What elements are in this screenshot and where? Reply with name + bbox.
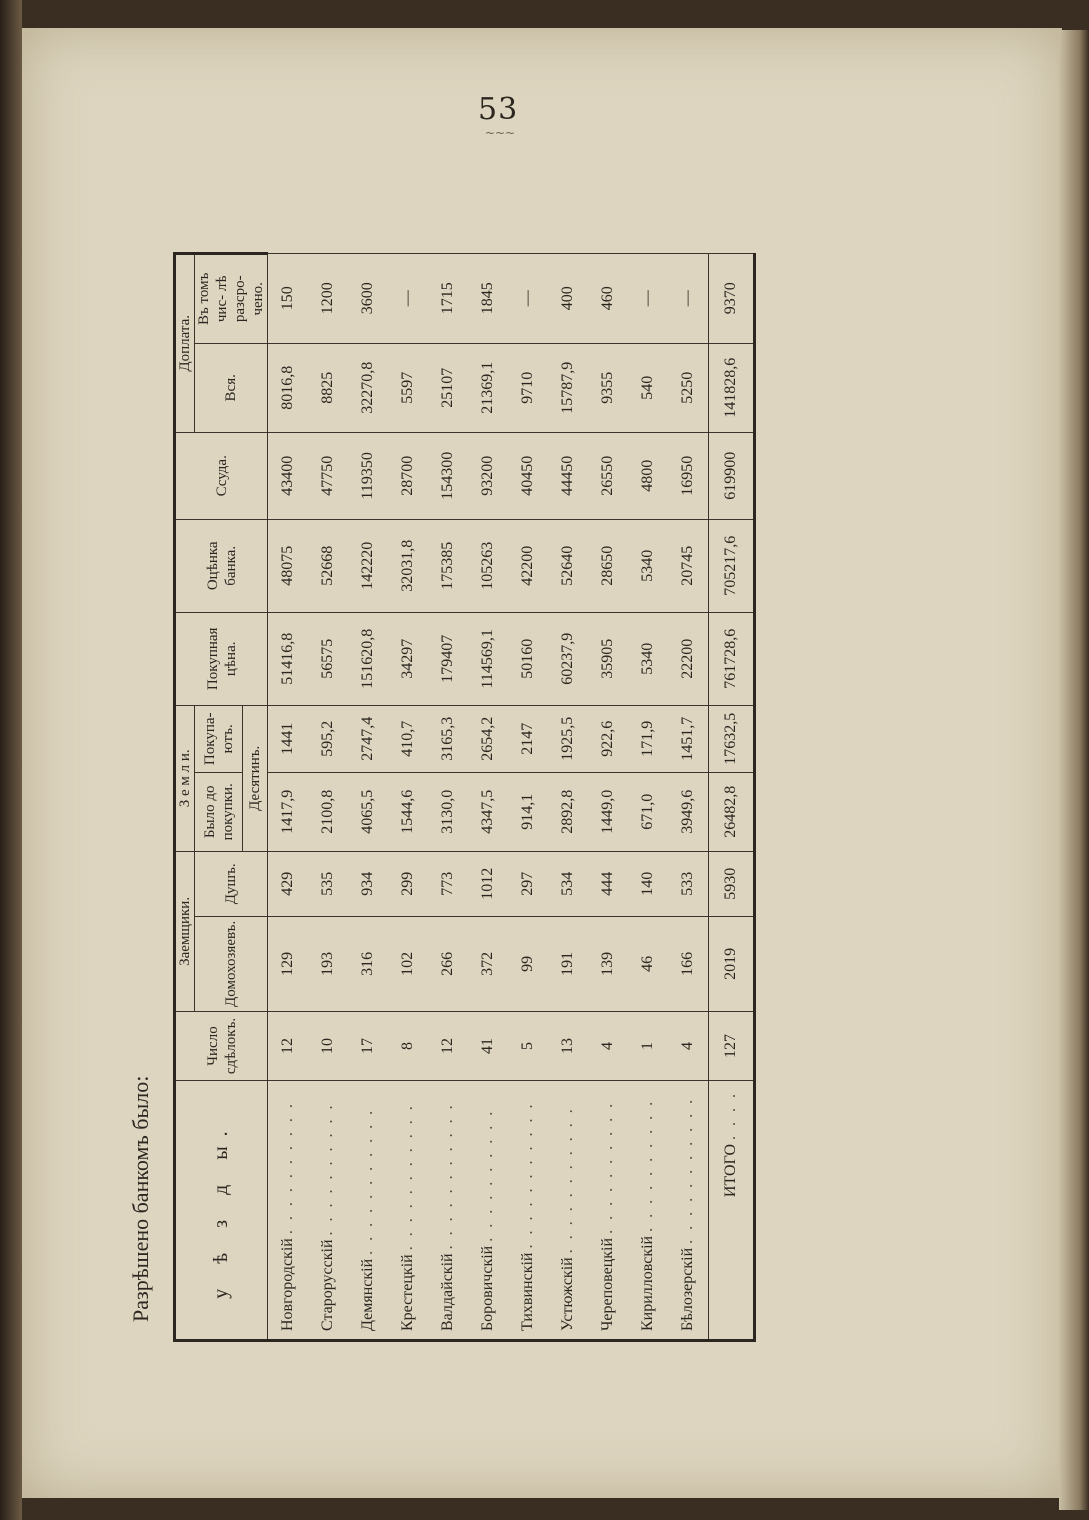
cell-dush: 140 — [628, 851, 668, 916]
header-dush: Душъ. — [195, 851, 268, 916]
cell-vsya: 5597 — [388, 343, 428, 432]
header-uezdy: у ѣ з д ы. — [175, 1081, 268, 1341]
cell-cena: 114569,1 — [468, 612, 508, 705]
cell-cena: 22200 — [668, 612, 709, 705]
ornament-swash: ~~~ — [484, 126, 516, 140]
cell-ssuda: 16950 — [668, 432, 709, 519]
cell-rassr: — — [628, 253, 668, 343]
cell-ssuda: 47750 — [308, 432, 348, 519]
header-otsenka-banka: Оцѣнка банка. — [175, 519, 268, 612]
total-ocenka: 705217,6 — [709, 519, 755, 612]
cell-sdelki: 12 — [268, 1012, 309, 1081]
total-dush: 5930 — [709, 851, 755, 916]
cell-ocenka: 42200 — [508, 519, 548, 612]
row-name: Тихвинскій . . . . . . . . . . . — [508, 1081, 548, 1341]
total-vsya: 141828,6 — [709, 343, 755, 432]
cell-rassr: — — [508, 253, 548, 343]
cell-sdelki: 12 — [428, 1012, 468, 1081]
cell-cena: 179407 — [428, 612, 468, 705]
total-pok: 17632,5 — [709, 705, 755, 772]
cell-dush: 1012 — [468, 851, 508, 916]
cell-dom: 129 — [268, 916, 309, 1011]
cell-pok: 1441 — [268, 705, 309, 772]
cell-sdelki: 41 — [468, 1012, 508, 1081]
cell-bylo: 671,0 — [628, 772, 668, 851]
cell-dom: 372 — [468, 916, 508, 1011]
cell-vsya: 15787,9 — [548, 343, 588, 432]
cell-dom: 191 — [548, 916, 588, 1011]
cell-sdelki: 8 — [388, 1012, 428, 1081]
statistics-table — [173, 252, 756, 1342]
table-row — [428, 253, 468, 1340]
cell-ocenka: 52640 — [548, 519, 588, 612]
cell-vsya: 9355 — [588, 343, 628, 432]
cell-bylo: 914,1 — [508, 772, 548, 851]
cell-rassr: 3600 — [348, 253, 388, 343]
header-pokupnaya-tsena: Покупная цѣна. — [175, 612, 268, 705]
rotated-table-block — [128, 152, 918, 1331]
header-ssuda: Ссуда. — [175, 432, 268, 519]
cell-pok: 922,6 — [588, 705, 628, 772]
table-row — [548, 253, 588, 1340]
cell-pok: 2747,4 — [348, 705, 388, 772]
cell-ssuda: 40450 — [508, 432, 548, 519]
cell-rassr: 1845 — [468, 253, 508, 343]
cell-bylo: 1417,9 — [268, 772, 309, 851]
cell-ocenka: 5340 — [628, 519, 668, 612]
cell-pok: 3165,3 — [428, 705, 468, 772]
total-rassr: 9370 — [709, 253, 755, 343]
cell-vsya: 32270,8 — [348, 343, 388, 432]
total-cena: 761728,6 — [709, 612, 755, 705]
cell-dush: 297 — [508, 851, 548, 916]
total-dom: 2019 — [709, 916, 755, 1011]
cell-dom: 46 — [628, 916, 668, 1011]
header-bylo-do-pokupki: Было до покупки. — [195, 772, 243, 851]
cell-dom: 316 — [348, 916, 388, 1011]
cell-dush: 773 — [428, 851, 468, 916]
row-name: Череповецкій . . . . . . . . . . — [588, 1081, 628, 1341]
cell-ocenka: 48075 — [268, 519, 309, 612]
cell-vsya: 21369,1 — [468, 343, 508, 432]
cell-rassr: 150 — [268, 253, 309, 343]
table-row — [588, 253, 628, 1340]
header-chislo-sdelok: Число сдѣлокъ. — [175, 1012, 268, 1081]
cell-ocenka: 142220 — [348, 519, 388, 612]
cell-ssuda: 154300 — [428, 432, 468, 519]
cell-sdelki: 4 — [588, 1012, 628, 1081]
cell-sdelki: 13 — [548, 1012, 588, 1081]
table-row — [388, 253, 428, 1340]
cell-dom: 166 — [668, 916, 709, 1011]
cell-ocenka: 52668 — [308, 519, 348, 612]
cell-dush: 934 — [348, 851, 388, 916]
table-row — [668, 253, 709, 1340]
cell-pok: 410,7 — [388, 705, 428, 772]
cell-pok: 595,2 — [308, 705, 348, 772]
cell-rassr: 400 — [548, 253, 588, 343]
cell-dom: 99 — [508, 916, 548, 1011]
row-name: Новгородскій . . . . . . . . . . — [268, 1081, 309, 1341]
cell-ssuda: 26550 — [588, 432, 628, 519]
cell-dush: 299 — [388, 851, 428, 916]
cell-ssuda: 119350 — [348, 432, 388, 519]
total-sdelki: 127 — [709, 1012, 755, 1081]
cell-sdelki: 17 — [348, 1012, 388, 1081]
header-zemli: З е м л и. — [175, 705, 195, 851]
row-name: Кирилловскій . . . . . . . . . . — [628, 1081, 668, 1341]
page-left-edge — [0, 0, 22, 1520]
cell-bylo: 2100,8 — [308, 772, 348, 851]
cell-cena: 50160 — [508, 612, 548, 705]
cell-pok: 1451,7 — [668, 705, 709, 772]
cell-ssuda: 44450 — [548, 432, 588, 519]
cell-vsya: 8825 — [308, 343, 348, 432]
cell-dush: 429 — [268, 851, 309, 916]
cell-ssuda: 28700 — [388, 432, 428, 519]
cell-bylo: 4347,5 — [468, 772, 508, 851]
header-pokupayut: Покупа- ютъ. — [195, 705, 243, 772]
row-name: Старорусскій . . . . . . . . . . — [308, 1081, 348, 1341]
row-name: Бѣлозерскій . . . . . . . . . . . — [668, 1081, 709, 1341]
cell-rassr: 1715 — [428, 253, 468, 343]
cell-ssuda: 43400 — [268, 432, 309, 519]
cell-dush: 444 — [588, 851, 628, 916]
cell-pok: 2147 — [508, 705, 548, 772]
cell-cena: 34297 — [388, 612, 428, 705]
cell-cena: 35905 — [588, 612, 628, 705]
row-name: Валдайскій . . . . . . . . . . . — [428, 1081, 468, 1341]
row-name: Демянскій . . . . . . . . . . . — [348, 1081, 388, 1341]
row-name: Крестецкій . . . . . . . . . . . — [388, 1081, 428, 1341]
cell-vsya: 25107 — [428, 343, 468, 432]
table-row — [508, 253, 548, 1340]
cell-pok: 1925,5 — [548, 705, 588, 772]
cell-ssuda: 93200 — [468, 432, 508, 519]
cell-vsya: 9710 — [508, 343, 548, 432]
cell-ocenka: 28650 — [588, 519, 628, 612]
row-name: Боровичскій . . . . . . . . . . — [468, 1081, 508, 1341]
table-row — [348, 253, 388, 1340]
cell-cena: 151620,8 — [348, 612, 388, 705]
cell-ocenka: 20745 — [668, 519, 709, 612]
cell-sdelki: 4 — [668, 1012, 709, 1081]
cell-bylo: 3130,0 — [428, 772, 468, 851]
cell-sdelki: 5 — [508, 1012, 548, 1081]
cell-bylo: 2892,8 — [548, 772, 588, 851]
table-row — [268, 253, 309, 1340]
cell-bylo: 3949,6 — [668, 772, 709, 851]
cell-cena: 5340 — [628, 612, 668, 705]
cell-dom: 139 — [588, 916, 628, 1011]
cell-ssuda: 4800 — [628, 432, 668, 519]
table-row — [628, 253, 668, 1340]
cell-dom: 193 — [308, 916, 348, 1011]
cell-rassr: — — [388, 253, 428, 343]
total-row — [709, 253, 755, 1340]
page-number: 53 — [478, 92, 519, 127]
cell-dom: 102 — [388, 916, 428, 1011]
header-doplata: Доплата. — [175, 253, 195, 432]
cell-dom: 266 — [428, 916, 468, 1011]
header-vsya: Вся. — [195, 343, 268, 432]
cell-sdelki: 10 — [308, 1012, 348, 1081]
cell-ocenka: 105263 — [468, 519, 508, 612]
cell-vsya: 540 — [628, 343, 668, 432]
cell-cena: 51416,8 — [268, 612, 309, 705]
table-row — [468, 253, 508, 1340]
cell-pok: 2654,2 — [468, 705, 508, 772]
cell-bylo: 1544,6 — [388, 772, 428, 851]
table-row — [308, 253, 348, 1340]
cell-vsya: 5250 — [668, 343, 709, 432]
table-caption: Разрѣшено банкомъ было: — [128, 1075, 153, 1322]
cell-dush: 534 — [548, 851, 588, 916]
cell-rassr: — — [668, 253, 709, 343]
total-bylo: 26482,8 — [709, 772, 755, 851]
cell-cena: 56575 — [308, 612, 348, 705]
header-v-tom-chisle: Въ томъ чис- лѣ разсро- чено. — [195, 253, 268, 343]
cell-bylo: 1449,0 — [588, 772, 628, 851]
page-right-edge — [1059, 30, 1089, 1510]
cell-cena: 60237,9 — [548, 612, 588, 705]
cell-sdelki: 1 — [628, 1012, 668, 1081]
cell-rassr: 460 — [588, 253, 628, 343]
cell-ocenka: 32031,8 — [388, 519, 428, 612]
header-domokhozyaev: Домохозяевъ. — [195, 916, 268, 1011]
header-zaemshchiki: Заемщики. — [175, 851, 195, 1011]
row-name: Устюжскій . . . . . . . . . . . — [548, 1081, 588, 1341]
cell-rassr: 1200 — [308, 253, 348, 343]
cell-vsya: 8016,8 — [268, 343, 309, 432]
cell-dush: 533 — [668, 851, 709, 916]
cell-dush: 535 — [308, 851, 348, 916]
cell-pok: 171,9 — [628, 705, 668, 772]
cell-bylo: 4065,5 — [348, 772, 388, 851]
total-label: ИТОГО . . . . — [709, 1081, 755, 1341]
header-desyatin: Десятинъ. — [243, 705, 268, 851]
cell-ocenka: 175385 — [428, 519, 468, 612]
total-ssuda: 619900 — [709, 432, 755, 519]
